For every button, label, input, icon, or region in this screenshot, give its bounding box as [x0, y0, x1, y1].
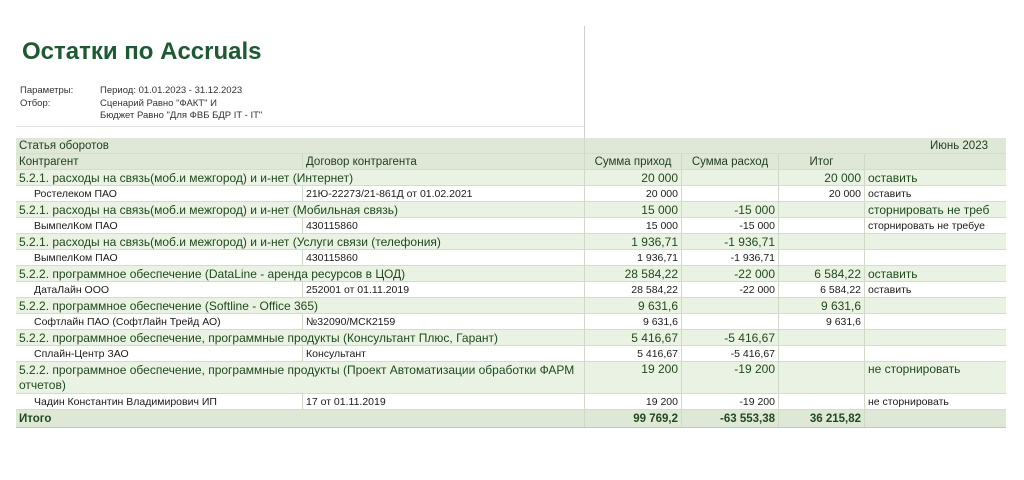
group-total	[779, 234, 865, 249]
parameter-row	[20, 85, 262, 98]
detail-comment: сторнировать не требуе	[868, 220, 985, 232]
group-row	[16, 330, 1006, 346]
group-row	[16, 202, 1006, 218]
detail-comment	[865, 346, 1006, 361]
sheet-column-divider	[584, 26, 585, 138]
group-comment	[865, 234, 1006, 249]
sheet-row-divider	[16, 126, 584, 127]
group-income: 28 584,22	[585, 266, 682, 281]
detail-counterparty: Софтлайн ПАО (СофтЛайн Трейд АО)	[16, 314, 303, 329]
detail-total	[779, 218, 865, 233]
detail-row	[16, 394, 1006, 410]
detail-counterparty: Ростелеком ПАО	[16, 186, 303, 201]
group-expense: -5 416,67	[682, 330, 779, 345]
group-name: 5.2.2. программное обеспечение (Softline - Office 365)	[16, 298, 585, 313]
detail-contract: 430115860	[303, 218, 585, 233]
detail-total: 6 584,22	[779, 282, 865, 297]
total-income: 99 769,2	[585, 410, 682, 427]
parameter-row	[20, 110, 262, 123]
group-expense	[682, 298, 779, 313]
report-sheet	[16, 26, 1006, 466]
group-expense: -22 000	[682, 266, 779, 281]
parameter-value: Период: 01.01.2023 - 31.12.2023	[100, 85, 243, 96]
group-row	[16, 266, 1006, 282]
group-row	[16, 362, 1006, 394]
detail-contract: 21Ю-22273/21-861Д от 01.02.2021	[303, 186, 585, 201]
detail-expense: -19 200	[682, 394, 779, 409]
detail-income: 28 584,22	[585, 282, 682, 297]
header-income: Сумма приход	[585, 154, 682, 169]
detail-row	[16, 346, 1006, 362]
detail-expense: -22 000	[682, 282, 779, 297]
group-income: 1 936,71	[585, 234, 682, 249]
detail-income: 9 631,6	[585, 314, 682, 329]
group-comment	[865, 298, 1006, 313]
group-expense: -1 936,71	[682, 234, 779, 249]
detail-counterparty: ВымпелКом ПАО	[16, 250, 303, 265]
total-expense: -63 553,38	[682, 410, 779, 427]
detail-row	[16, 218, 1006, 234]
report-parameters	[20, 85, 262, 123]
detail-total	[779, 346, 865, 361]
group-income: 20 000	[585, 170, 682, 185]
report-table	[16, 138, 1006, 428]
table-header-row	[16, 138, 1006, 154]
group-total: 9 631,6	[779, 298, 865, 313]
total-label: Итого	[16, 410, 585, 427]
detail-contract: 17 от 01.11.2019	[303, 394, 585, 409]
group-row	[16, 170, 1006, 186]
group-total	[779, 362, 865, 393]
group-total: 6 584,22	[779, 266, 865, 281]
detail-total: 9 631,6	[779, 314, 865, 329]
detail-total: 20 000	[779, 186, 865, 201]
total-comment	[865, 410, 1006, 427]
detail-income: 15 000	[585, 218, 682, 233]
detail-income: 5 416,67	[585, 346, 682, 361]
header-article: Статья оборотов	[16, 138, 585, 153]
detail-income: 1 936,71	[585, 250, 682, 265]
parameter-label: Отбор:	[20, 97, 51, 109]
detail-comment: не сторнировать	[868, 396, 949, 408]
header-comment	[865, 154, 1006, 169]
table-header-row	[16, 154, 1006, 170]
detail-expense	[682, 314, 779, 329]
group-comment: оставить	[868, 267, 918, 281]
group-name: 5.2.2. программное обеспечение, программные продукты (Проект Автоматизации обработки ФАРМ отчетов)	[16, 362, 585, 393]
detail-counterparty: ВымпелКом ПАО	[16, 218, 303, 233]
group-income: 19 200	[585, 362, 682, 393]
group-total	[779, 330, 865, 345]
detail-comment: оставить	[868, 284, 912, 296]
header-month: Июнь 2023	[929, 140, 988, 152]
group-name: 5.2.2. программное обеспечение (DataLine - аренда ресурсов в ЦОД)	[16, 266, 585, 281]
parameter-row	[20, 98, 262, 111]
detail-counterparty: Сплайн-Центр ЗАО	[16, 346, 303, 361]
parameter-value: Сценарий Равно "ФАКТ" И	[100, 97, 217, 109]
report-title: Остатки по Accruals	[22, 38, 262, 65]
detail-income: 19 200	[585, 394, 682, 409]
group-comment	[865, 330, 1006, 345]
group-expense: -15 000	[682, 202, 779, 217]
detail-contract: Консультант	[303, 346, 585, 361]
detail-counterparty: ДатаЛайн ООО	[16, 282, 303, 297]
detail-row	[16, 314, 1006, 330]
group-expense: -19 200	[682, 362, 779, 393]
header-counterparty: Контрагент	[16, 154, 303, 169]
header-total: Итог	[779, 154, 865, 169]
report-header	[16, 26, 584, 126]
group-income: 9 631,6	[585, 298, 682, 313]
parameter-value: Бюджет Равно "Для ФВБ БДР IT - IT"	[100, 110, 263, 121]
parameter-label	[20, 110, 100, 123]
group-name: 5.2.1. расходы на связь(моб.и межгород) и и-нет (Мобильная связь)	[16, 202, 585, 217]
total-row	[16, 410, 1006, 428]
group-expense	[682, 170, 779, 185]
detail-expense	[682, 186, 779, 201]
detail-expense: -15 000	[682, 218, 779, 233]
group-income: 15 000	[585, 202, 682, 217]
group-total	[779, 202, 865, 217]
detail-expense: -1 936,71	[682, 250, 779, 265]
detail-income: 20 000	[585, 186, 682, 201]
group-name: 5.2.1. расходы на связь(моб.и межгород) и и-нет (Интернет)	[16, 170, 585, 185]
detail-total	[779, 250, 865, 265]
group-total: 20 000	[779, 170, 865, 185]
group-comment: не сторнировать	[868, 362, 961, 376]
group-income: 5 416,67	[585, 330, 682, 345]
header-expense: Сумма расход	[682, 154, 779, 169]
group-comment: оставить	[868, 171, 918, 185]
group-row	[16, 298, 1006, 314]
group-name: 5.2.2. программное обеспечение, программные продукты (Консультант Плюс, Гарант)	[16, 330, 585, 345]
total-total: 36 215,82	[779, 410, 865, 427]
detail-comment	[865, 250, 1006, 265]
group-comment: сторнировать не треб	[868, 203, 990, 217]
parameter-label: Параметры:	[20, 85, 74, 96]
detail-contract: 430115860	[303, 250, 585, 265]
detail-row	[16, 186, 1006, 202]
detail-row	[16, 250, 1006, 266]
detail-contract: 252001 от 01.11.2019	[303, 282, 585, 297]
detail-comment	[865, 314, 1006, 329]
detail-total	[779, 394, 865, 409]
detail-row	[16, 282, 1006, 298]
detail-counterparty: Чадин Константин Владимирович ИП	[16, 394, 303, 409]
detail-comment: оставить	[868, 188, 912, 200]
detail-expense: -5 416,67	[682, 346, 779, 361]
detail-contract: №32090/МСК2159	[303, 314, 585, 329]
group-row	[16, 234, 1006, 250]
group-name: 5.2.1. расходы на связь(моб.и межгород) и и-нет (Услуги связи (телефония)	[16, 234, 585, 249]
header-contract: Договор контрагента	[303, 154, 585, 169]
